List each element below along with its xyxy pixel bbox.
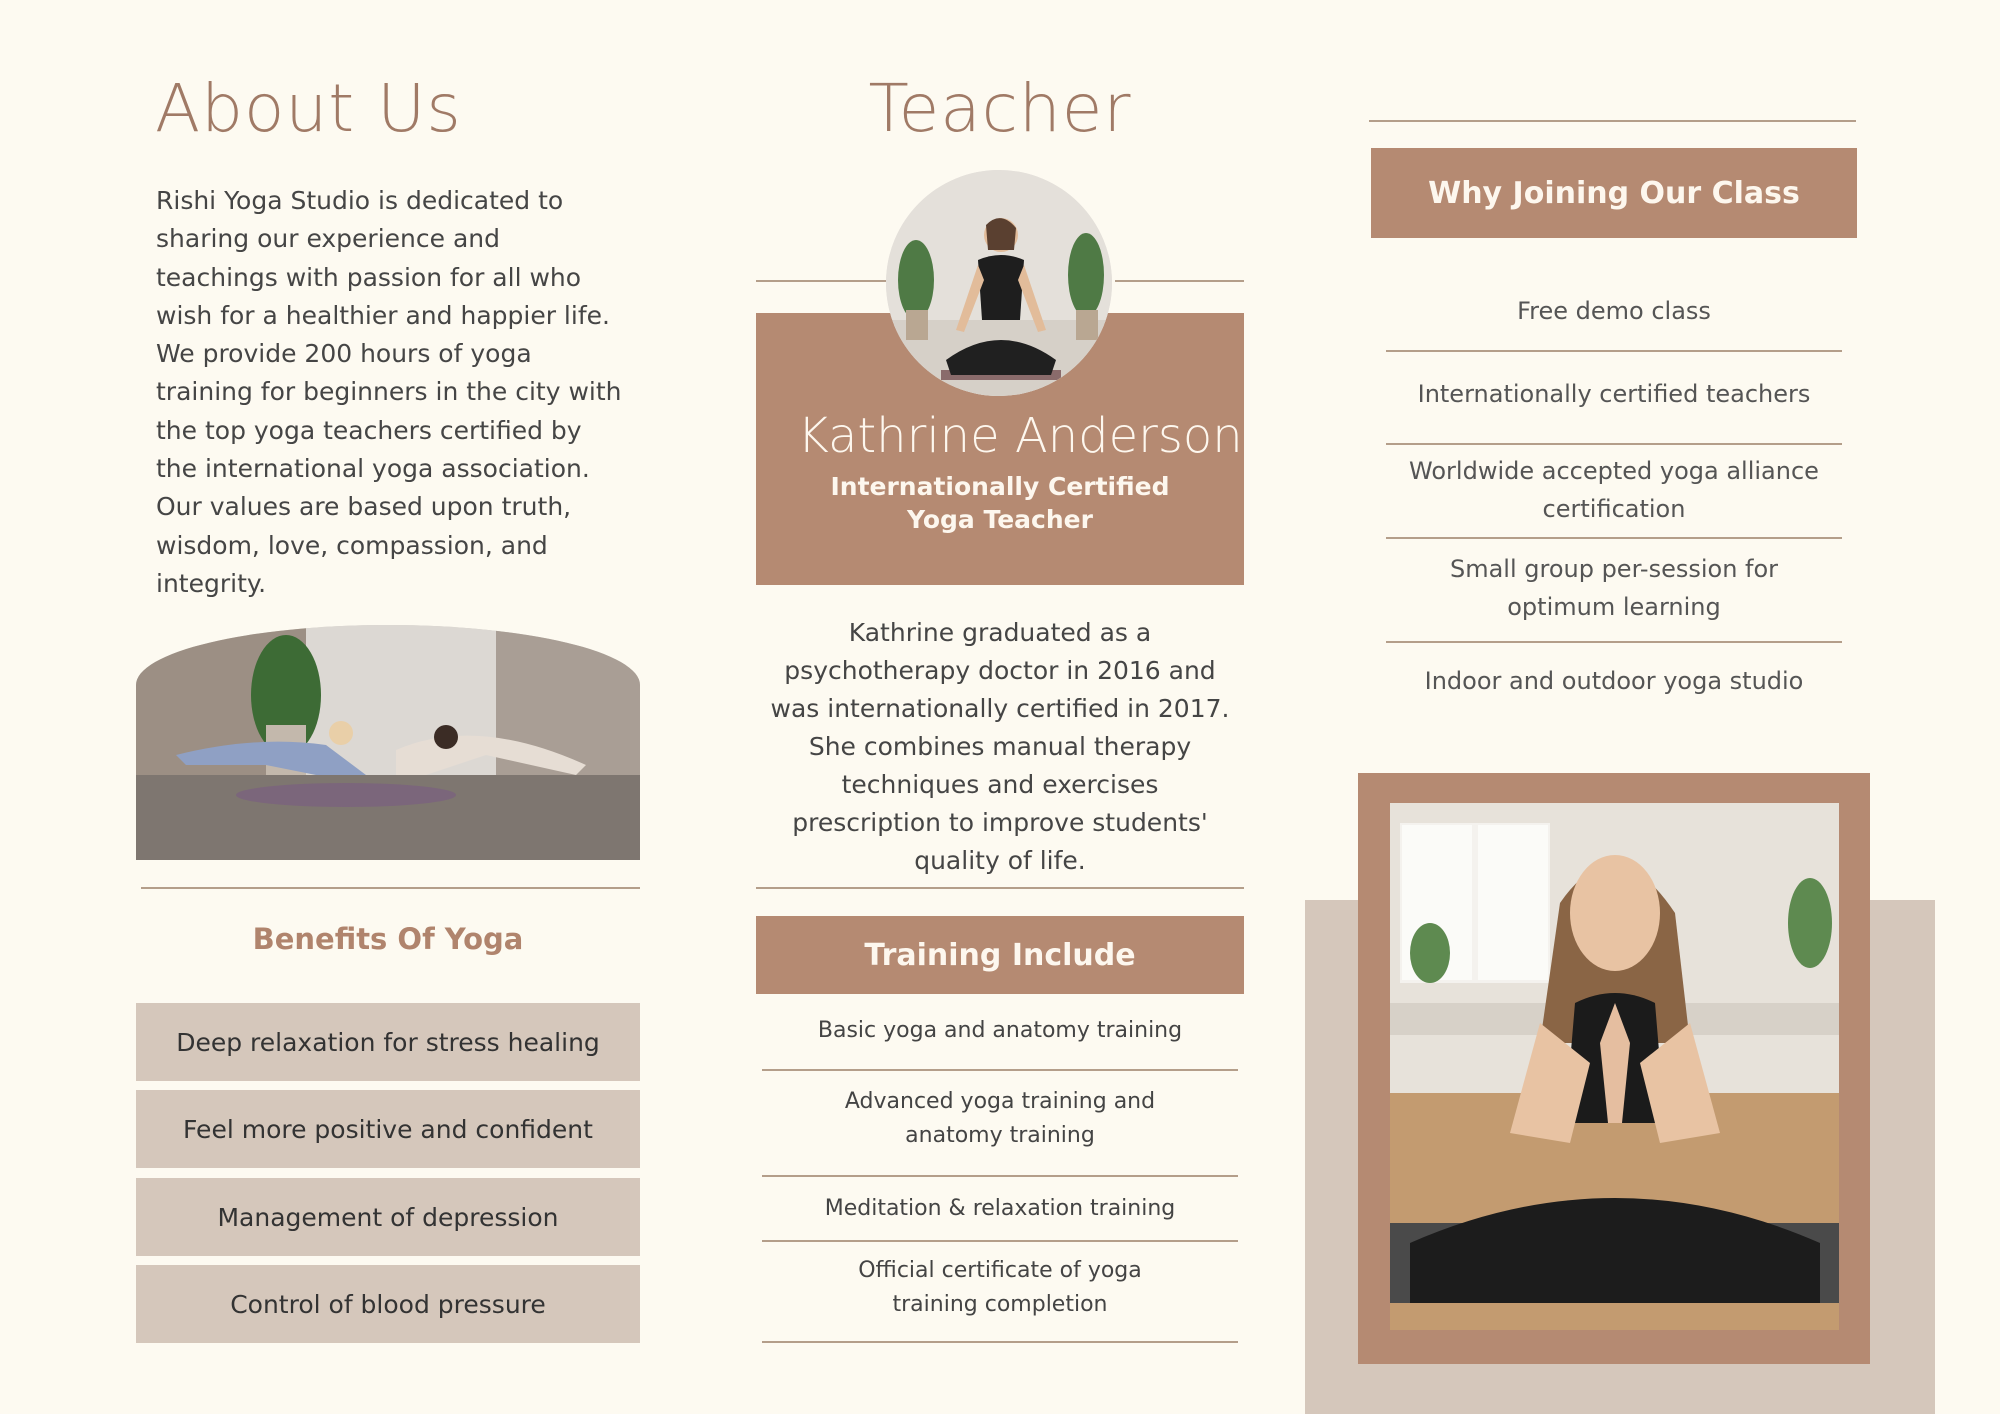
why-item: Worldwide accepted yoga alliance certification (1409, 457, 1819, 523)
why-item: Internationally certified teachers (1417, 380, 1811, 408)
divider (1386, 641, 1842, 643)
why-item: Free demo class (1517, 297, 1711, 325)
benefit-item: Feel more positive and confident (136, 1090, 640, 1168)
why-item: Indoor and outdoor yoga studio (1424, 667, 1804, 695)
divider (1386, 350, 1842, 352)
benefit-item: Management of depression (136, 1178, 640, 1256)
why-header: Why Joining Our Class (1371, 148, 1857, 238)
teacher-role-line: Internationally Certified (830, 472, 1170, 501)
training-item: Basic yoga and anatomy training (817, 1018, 1183, 1043)
about-text: Rishi Yoga Studio is dedicated to sharing our experience and teachings with passion for all who wish for a healthier and happier life. We provide 200 hours of yoga training for beginners in the city with the top yoga teachers certified by the international yoga association. Our values are based upon truth, wisdom, love, compassion, and integrity. (156, 186, 622, 598)
divider (762, 1069, 1238, 1071)
why-item: Small group per-session for optimum learning (1449, 555, 1779, 621)
teacher-avatar (886, 170, 1112, 396)
divider (1386, 443, 1842, 445)
training-item: Official certificate of yoga training completion (858, 1258, 1142, 1317)
divider (762, 1240, 1238, 1242)
divider (1369, 120, 1856, 122)
divider (762, 1341, 1238, 1343)
teacher-role-line: Yoga Teacher (907, 505, 1093, 534)
training-item: Advanced yoga training and anatomy training (844, 1089, 1156, 1148)
divider (762, 1175, 1238, 1177)
divider (1386, 537, 1842, 539)
teacher-role (756, 470, 1244, 536)
teacher-title: Teacher (868, 70, 1132, 147)
training-item: Meditation & relaxation training (824, 1196, 1176, 1221)
benefit-item: Control of blood pressure (136, 1265, 640, 1343)
about-photo (136, 625, 640, 860)
instructor-photo (1390, 803, 1839, 1330)
about-title: About Us (155, 70, 462, 147)
divider (141, 887, 640, 889)
training-header: Training Include (756, 916, 1244, 994)
teacher-bio: Kathrine graduated as a psychotherapy doctor in 2016 and was internationally certified in 2017. She combines manual therapy techniques and exercises prescription to improve students' quality of life. (770, 618, 1230, 875)
teacher-name: Kathrine Anderson (797, 408, 1243, 464)
benefit-item: Deep relaxation for stress healing (136, 1003, 640, 1081)
divider (756, 887, 1244, 889)
benefits-title: Benefits Of Yoga (252, 922, 524, 956)
divider (1115, 280, 1244, 282)
divider (756, 280, 886, 282)
